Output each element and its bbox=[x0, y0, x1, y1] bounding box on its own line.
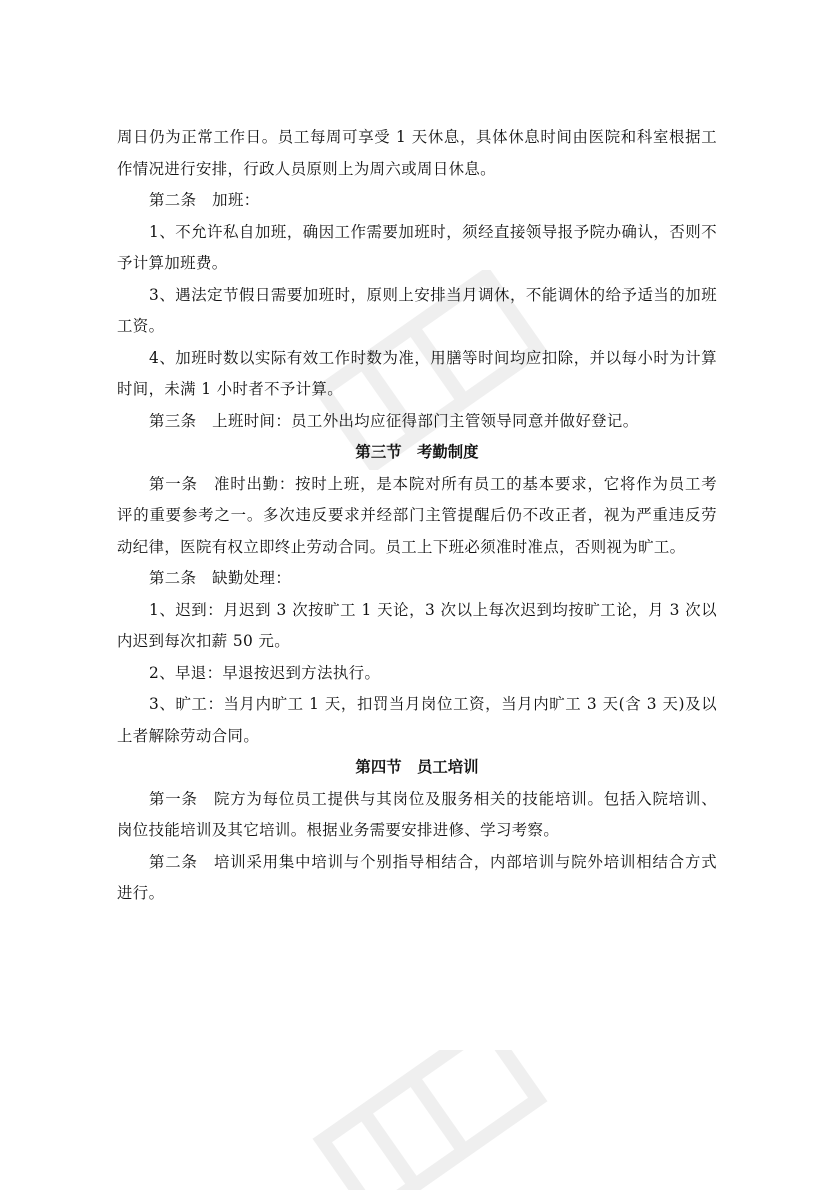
watermark-logo-bottom bbox=[300, 1050, 560, 1190]
absence-rule-late: 1、迟到：月迟到 3 次按旷工 1 天论，3 次以上每次迟到均按旷工论，月 3 次以内迟到每次扣薪 50 元。 bbox=[117, 600, 717, 650]
article-overtime-title: 第二条 加班： bbox=[149, 191, 260, 209]
document-body bbox=[117, 122, 717, 910]
section-heading-training: 第四节 员工培训 bbox=[355, 758, 479, 776]
overtime-rule-3: 3、遇法定节假日需要加班时，原则上安排当月调休，不能调休的给予适当的加班工资。 bbox=[117, 285, 717, 335]
article-work-hours: 第三条 上班时间：员工外出均应征得部门主管领导同意并做好登记。 bbox=[149, 411, 639, 430]
article-absence-title: 第二条 缺勤处理： bbox=[149, 569, 292, 587]
overtime-rule-1: 1、不允许私自加班，确因工作需要加班时，须经直接领导报予院办确认，否则不予计算加班费。 bbox=[117, 222, 717, 272]
overtime-rule-4: 4、加班时数以实际有效工作时数为准，用膳等时间均应扣除，并以每小时为计算时间，未满 1 小时者不予计算。 bbox=[117, 348, 717, 398]
article-training-provision: 第一条 院方为每位员工提供与其岗位及服务相关的技能培训。包括入院培训、岗位技能培训及其它培训。根据业务需要安排进修、学习考察。 bbox=[117, 789, 717, 839]
absence-rule-absenteeism: 3、旷工：当月内旷工 1 天，扣罚当月岗位工资，当月内旷工 3 天(含 3 天)及以上者解除劳动合同。 bbox=[117, 695, 717, 745]
absence-rule-early-leave: 2、早退：早退按迟到方法执行。 bbox=[149, 663, 381, 682]
article-punctuality: 第一条 准时出勤：按时上班，是本院对所有员工的基本要求，它将作为员工考评的重要参考之一。多次违反要求并经部门主管提醒后仍不改正者，视为严重违反劳动纪律，医院有权立即终止劳动合同。员工上下班必须准时准点，否则视为旷工。 bbox=[117, 474, 717, 556]
paragraph-rest-day: 周日仍为正常工作日。员工每周可享受 1 天休息，具体休息时间由医院和科室根据工作情况进行安排，行政人员原则上为周六或周日休息。 bbox=[117, 128, 717, 178]
section-heading-attendance: 第三节 考勤制度 bbox=[355, 443, 479, 461]
article-training-method: 第二条 培训采用集中培训与个别指导相结合，内部培训与院外培训相结合方式进行。 bbox=[117, 852, 717, 902]
